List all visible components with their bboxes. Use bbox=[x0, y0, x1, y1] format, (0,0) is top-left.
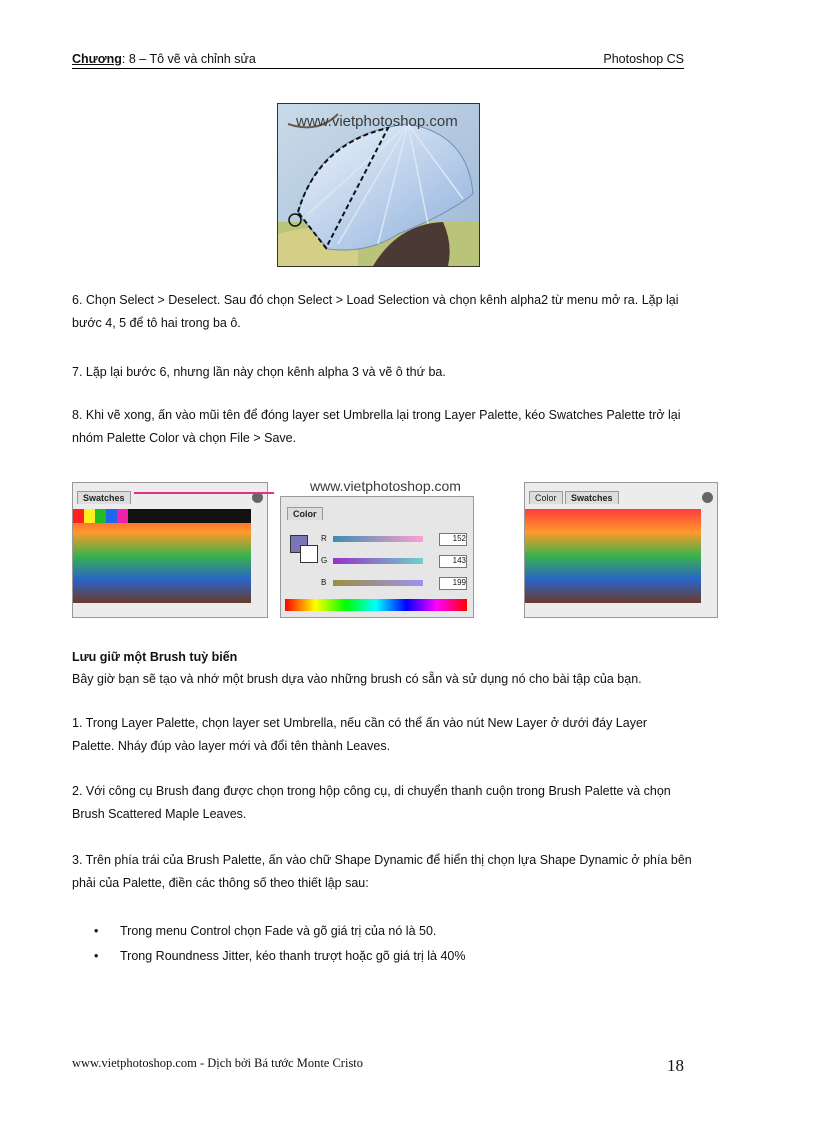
b-slider[interactable] bbox=[333, 580, 423, 586]
step-7: 7. Lặp lại bước 6, nhưng lần này chọn kênh alpha 3 và vẽ ô thứ ba. bbox=[72, 365, 446, 379]
footer-text: www.vietphotoshop.com - Dịch bởi Bá tước Monte Cristo bbox=[72, 1056, 364, 1070]
page-header bbox=[72, 50, 684, 69]
color-ramp[interactable] bbox=[285, 599, 467, 611]
watermark-palette: www.vietphotoshop.com bbox=[310, 478, 461, 494]
step-6: 6. Chọn Select > Deselect. Sau đó chọn Select > Load Selection và chọn kênh alpha2 từ menu mở ra. Lặp lại bước 4, 5 để tô hai trong ba ô. bbox=[72, 293, 679, 330]
app-name: Photoshop CS bbox=[603, 52, 684, 66]
drag-arrow-icon bbox=[134, 492, 274, 494]
step-1: 1. Trong Layer Palette, chọn layer set Umbrella, nếu cần có thể ấn vào nút New Layer ở dưới đáy Layer Palette. Nháy đúp vào layer mới và đổi tên thành Leaves. bbox=[72, 716, 648, 753]
watermark: www.vietphotoshop.com bbox=[296, 113, 458, 130]
section-title: Lưu giữ một Brush tuỳ biến bbox=[72, 650, 238, 664]
step-3: 3. Trên phía trái của Brush Palette, ấn vào chữ Shape Dynamic để hiển thị chọn lựa Shape Dynamic ở phía bên phải của Palette, điền các thông số theo thiết lập sau: bbox=[72, 853, 692, 890]
r-slider[interactable] bbox=[333, 536, 423, 542]
intro: Bây giờ bạn sẽ tạo và nhớ một brush dựa vào những brush có sẵn và sử dụng nó cho bài tập của bạn. bbox=[72, 672, 642, 686]
tab-color-right[interactable]: Color bbox=[529, 491, 563, 504]
gear-icon-right[interactable] bbox=[702, 492, 713, 503]
tab-swatches-right[interactable]: Swatches bbox=[565, 491, 619, 504]
step-2: 2. Với công cụ Brush đang được chọn trong hộp công cụ, di chuyển thanh cuộn trong Brush Palette và chọn Brush Scattered Maple Leaves. bbox=[72, 784, 671, 821]
background-swatch bbox=[300, 545, 318, 563]
color-palette bbox=[280, 496, 474, 618]
palette-screenshot bbox=[72, 476, 718, 618]
r-row: R 152 bbox=[321, 533, 467, 547]
g-slider[interactable] bbox=[333, 558, 423, 564]
b-row: B 199 bbox=[321, 577, 467, 591]
g-row: G 143 bbox=[321, 555, 467, 569]
tab-color[interactable]: Color bbox=[287, 507, 323, 520]
swatches-palette-left bbox=[72, 482, 268, 618]
swatches-palette-right bbox=[524, 482, 718, 618]
chapter-title: Chương: 8 – Tô vẽ và chỉnh sửa bbox=[72, 52, 256, 66]
swatch-grid-overlay bbox=[73, 509, 251, 603]
step-8: 8. Khi vẽ xong, ấn vào mũi tên để đóng layer set Umbrella lại trong Layer Palette, kéo Swatches Palette trở lại nhóm Palette Color và chọn File > Save. bbox=[72, 408, 681, 445]
tab-swatches[interactable]: Swatches bbox=[77, 491, 131, 504]
page-footer bbox=[72, 1056, 684, 1075]
page-number: 18 bbox=[667, 1056, 684, 1075]
umbrella-image bbox=[277, 103, 480, 267]
swatch-grid-right bbox=[525, 509, 701, 603]
